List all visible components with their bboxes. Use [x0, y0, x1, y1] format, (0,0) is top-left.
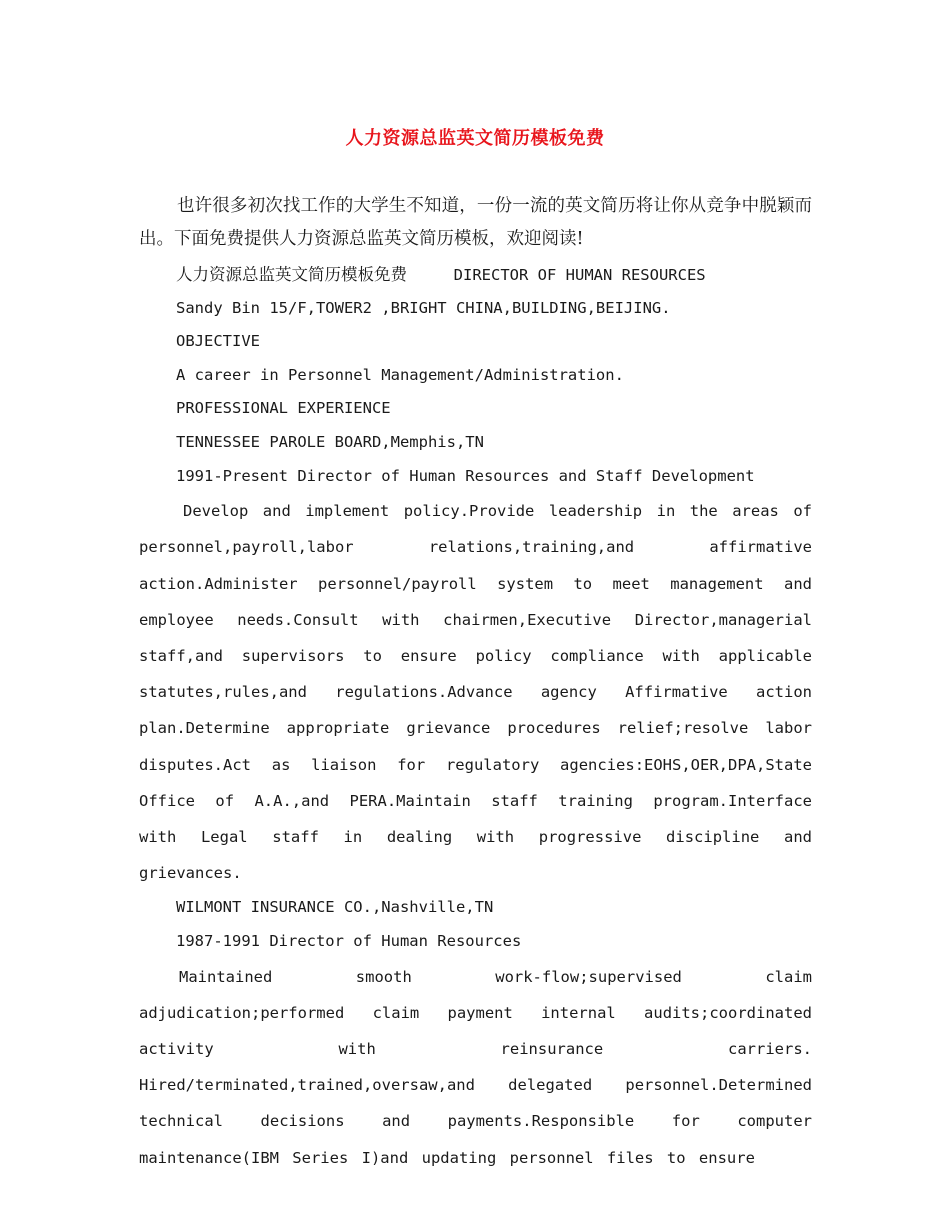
- resume-heading-cn: 人力资源总监英文简历模板免费: [176, 265, 407, 284]
- document-body: [139, 190, 812, 1176]
- objective-label: OBJECTIVE: [176, 332, 260, 351]
- resume-heading-line: [139, 258, 812, 292]
- job2-description: Maintained smooth work-flow;supervised claim adjudication;performed claim payment internal audits;coordinated activity with reinsurance carriers. Hired/terminated,trained,oversaw,and delegated personnel.Determined technical decisions and payments.Responsible for computer maintenance(IBM Series I)and updating personnel files to ensure: [139, 967, 812, 1167]
- job1-title: 1991-Present Director of Human Resources and Staff Development: [176, 466, 755, 485]
- job1-employer: TENNESSEE PAROLE BOARD,Memphis,TN: [176, 432, 484, 451]
- job2-employer: WILMONT INSURANCE CO.,Nashville,TN: [176, 898, 494, 917]
- job1-description: Develop and implement policy.Provide leadership in the areas of personnel,payroll,labor relations,training,and affirmative action.Administer personnel/payroll system to meet management and employee needs.Consult with chairmen,Executive Director,managerial staff,and supervisors to ensure policy compliance with applicable statutes,rules,and regulations.Advance agency Affirmative action plan.Determine appropriate grievance procedures relief;resolve labor disputes.Act as liaison for regulatory agencies:EOHS,OER,DPA,State Office of A.A.,and PERA.Maintain staff training program.Interface with Legal staff in dealing with progressive discipline and grievances.: [139, 502, 812, 883]
- contact-line: Sandy Bin 15/F,TOWER2 ,BRIGHT CHINA,BUILDING,BEIJING.: [176, 298, 671, 317]
- experience-label: PROFESSIONAL EXPERIENCE: [176, 399, 391, 418]
- job2-title: 1987-1991 Director of Human Resources: [176, 931, 522, 950]
- objective-text: A career in Personnel Management/Administration.: [176, 365, 624, 384]
- intro-paragraph: 也许很多初次找工作的大学生不知道，一份一流的英文简历将让你从竞争中脱颖而出。下面免费提供人力资源总监英文简历模板，欢迎阅读!: [139, 196, 812, 249]
- resume-heading-en: DIRECTOR OF HUMAN RESOURCES: [453, 266, 706, 284]
- document-title: 人力资源总监英文简历模板免费: [345, 128, 605, 149]
